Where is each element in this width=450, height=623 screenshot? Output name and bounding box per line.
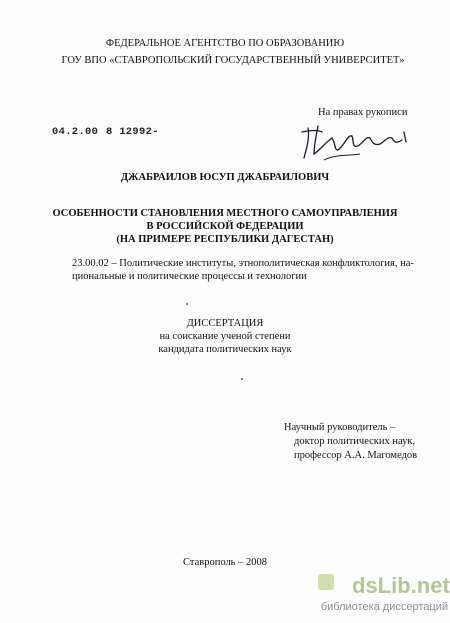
supervisor-line-1: Научный руководитель – [284,422,396,433]
specialty-line-2: циональные и политические процессы и технологии [72,271,307,282]
city-year: Ставрополь – 2008 [183,557,267,568]
university-heading: ГОУ ВПО «СТАВРОПОЛЬСКИЙ ГОСУДАРСТВЕННЫЙ УНИВЕРСИТЕТ» [61,55,405,66]
dissertation-degree-line: на соискание ученой степени [159,331,291,342]
handwritten-signature [296,120,416,162]
title-line-1: ОСОБЕННОСТИ СТАНОВЛЕНИЯ МЕСТНОГО САМОУПРАВЛЕНИЯ [52,208,398,219]
dissertation-field-line: кандидата политических наук [158,344,292,355]
watermark-title: dsLib.net [352,573,450,598]
stamp-number-right: 8 12992- [106,126,159,138]
stamp-number-left: 04.2.00 [52,126,99,138]
specialty-line-1: 23.00.02 – Политические институты, этнополитическая конфликтология, на- [72,258,414,269]
dissertation-heading: ДИССЕРТАЦИЯ [186,318,264,329]
watermark-subtitle: библиотека диссертаций [320,601,448,613]
agency-heading: ФЕДЕРАЛЬНОЕ АГЕНТСТВО ПО ОБРАЗОВАНИЮ [105,38,345,49]
registration-stamp [52,126,162,138]
title-line-2: В РОССИЙСКОЙ ФЕДЕРАЦИИ [146,221,304,232]
dslib-watermark [318,574,448,620]
manuscript-note: На правах рукописи [318,107,408,118]
title-line-3: (НА ПРИМЕРЕ РЕСПУБЛИКИ ДАГЕСТАН) [116,234,334,245]
scan-speck [186,303,188,305]
author-name: ДЖАБРАИЛОВ ЮСУП ДЖАБРАИЛОВИЧ [120,172,330,183]
supervisor-line-2: доктор политических наук, [294,436,416,447]
scan-speck [241,378,243,380]
dslib-logo-icon [318,574,334,590]
supervisor-line-3: профессор А.А. Магомедов [294,450,418,461]
